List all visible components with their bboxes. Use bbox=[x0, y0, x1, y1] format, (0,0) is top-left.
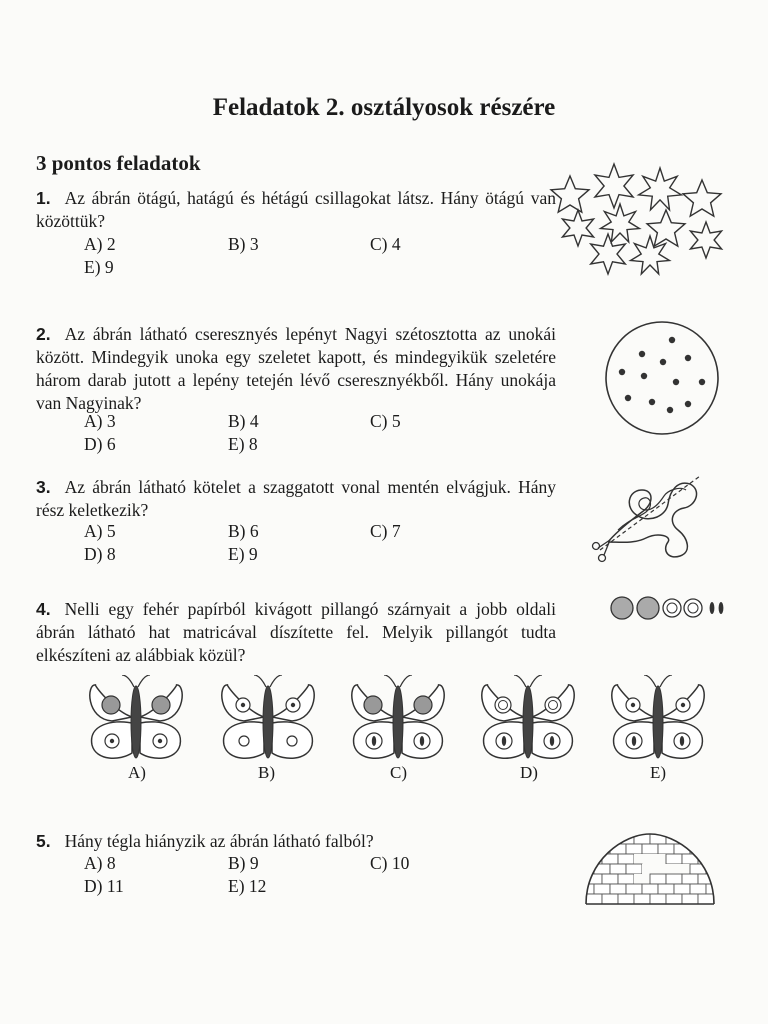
question-4-number: 4. bbox=[36, 599, 51, 619]
butterfly-a bbox=[90, 675, 182, 758]
q3-answer-d: D) 8 bbox=[84, 544, 116, 564]
q2-answer-a: A) 3 bbox=[84, 411, 116, 431]
butterfly-e-label: E) bbox=[650, 763, 667, 782]
star-shape bbox=[639, 168, 682, 210]
brick bbox=[658, 884, 674, 894]
brick bbox=[626, 844, 642, 854]
stars-figure bbox=[542, 158, 738, 280]
star-shape bbox=[683, 180, 721, 216]
brick bbox=[666, 894, 682, 904]
q3-answer-b: B) 6 bbox=[228, 521, 259, 541]
brick bbox=[698, 894, 714, 904]
brick bbox=[714, 874, 716, 884]
butterfly-a-label: A) bbox=[128, 763, 146, 782]
brick bbox=[666, 854, 682, 864]
question-1-number: 1. bbox=[36, 188, 51, 208]
brick bbox=[626, 884, 642, 894]
page-title: Feladatok 2. osztályosok részére bbox=[212, 94, 556, 121]
brick bbox=[674, 884, 690, 894]
q5-answer-c: C) 10 bbox=[370, 853, 410, 873]
brick bbox=[634, 894, 650, 904]
missing-brick-gap bbox=[634, 854, 650, 864]
brick bbox=[626, 864, 642, 874]
star-shape bbox=[551, 176, 589, 212]
section-heading: 3 pontos feladatok bbox=[36, 151, 201, 175]
q5-answer-d: D) 11 bbox=[84, 876, 124, 896]
brick bbox=[650, 874, 666, 884]
q1-answer-e: E) 9 bbox=[84, 257, 114, 277]
brick bbox=[650, 894, 666, 904]
brick bbox=[714, 834, 716, 844]
brick bbox=[618, 854, 634, 864]
brick bbox=[610, 884, 626, 894]
q1-answer-c: C) 4 bbox=[370, 234, 401, 254]
missing-brick-gap bbox=[658, 864, 674, 874]
question-5-number: 5. bbox=[36, 831, 51, 851]
brick bbox=[586, 894, 602, 904]
q5-answer-e: E) 12 bbox=[228, 876, 267, 896]
butterfly-b-label: B) bbox=[258, 763, 275, 782]
star-shape bbox=[562, 210, 593, 246]
brick bbox=[584, 854, 586, 864]
brick bbox=[682, 874, 698, 884]
q2-answer-c: C) 5 bbox=[370, 411, 401, 431]
star-shape bbox=[647, 210, 685, 246]
q2-answer-b: B) 4 bbox=[228, 411, 259, 431]
q3-answer-e: E) 9 bbox=[228, 544, 258, 564]
brick bbox=[618, 894, 634, 904]
brick bbox=[584, 844, 594, 854]
star-shape bbox=[631, 236, 670, 274]
q2-answer-e: E) 8 bbox=[228, 434, 258, 454]
question-5-text: 5. Hány tégla hiányzik az ábrán látható falból? bbox=[36, 831, 374, 851]
question-3-text: 3. Az ábrán látható kötelet a szaggatott vonal mentén elvágjuk. Hány rész keletkezik? bbox=[36, 477, 556, 520]
star-shape bbox=[595, 164, 633, 208]
brick bbox=[602, 894, 618, 904]
brick bbox=[642, 884, 658, 894]
brick bbox=[586, 834, 602, 844]
star-shape bbox=[601, 204, 640, 242]
brick bbox=[682, 894, 698, 904]
missing-brick-gap bbox=[642, 864, 658, 874]
brick bbox=[690, 884, 706, 894]
rope-figure bbox=[588, 468, 708, 568]
missing-brick-gap bbox=[674, 864, 690, 874]
q3-answer-a: A) 5 bbox=[84, 521, 116, 541]
brick bbox=[602, 834, 618, 844]
brick bbox=[698, 834, 714, 844]
brick bbox=[666, 874, 682, 884]
brick bbox=[610, 864, 626, 874]
brick bbox=[642, 844, 658, 854]
brick-wall-figure bbox=[584, 830, 716, 906]
question-3-number: 3. bbox=[36, 477, 51, 497]
butterfly-b bbox=[222, 675, 314, 758]
scissors-icon bbox=[593, 540, 611, 562]
brick bbox=[584, 874, 586, 884]
butterfly-c-label: C) bbox=[390, 763, 407, 782]
brick bbox=[584, 834, 586, 844]
q5-answer-a: A) 8 bbox=[84, 853, 116, 873]
brick bbox=[714, 854, 716, 864]
butterfly-d-label: D) bbox=[520, 763, 538, 782]
brick bbox=[618, 874, 634, 884]
q5-answer-b: B) 9 bbox=[228, 853, 259, 873]
stickers-figure bbox=[606, 594, 732, 622]
star-shape bbox=[690, 222, 721, 258]
missing-brick-gap bbox=[634, 874, 650, 884]
brick bbox=[594, 884, 610, 894]
question-2-number: 2. bbox=[36, 324, 51, 344]
cherry-pie-figure bbox=[600, 318, 724, 438]
question-1-text: 1. Az ábrán ötágú, hatágú és hétágú csillagokat látsz. Hány ötágú van közöttük? bbox=[36, 188, 556, 231]
q1-answer-a: A) 2 bbox=[84, 234, 116, 254]
star-shape bbox=[591, 234, 626, 274]
brick bbox=[682, 834, 698, 844]
brick bbox=[602, 874, 618, 884]
brick bbox=[658, 844, 674, 854]
missing-brick-gap bbox=[650, 854, 666, 864]
butterfly-c bbox=[352, 675, 444, 758]
butterfly-d bbox=[482, 675, 574, 758]
question-2-text: 2. Az ábrán látható cseresznyés lepényt Nagyi szétosztotta az unokái között. Mindegyik unoka egy szeletet kapott, és mindegyikük szeletére három darab jutott a lepény tetején lévő cseresznyékből. Hány unokája van Nagyinak? bbox=[36, 324, 556, 413]
question-4-text: 4. Nelli egy fehér papírból kivágott pillangó szárnyait a jobb oldali ábrán látható hat matricával díszítette fel. Melyik pillangót tudta elkészíteni az alábbiak közül? bbox=[36, 599, 556, 665]
butterfly-e bbox=[612, 675, 704, 758]
q2-answer-d: D) 6 bbox=[84, 434, 116, 454]
brick bbox=[706, 844, 716, 854]
q3-answer-c: C) 7 bbox=[370, 521, 401, 541]
q1-answer-b: B) 3 bbox=[228, 234, 259, 254]
